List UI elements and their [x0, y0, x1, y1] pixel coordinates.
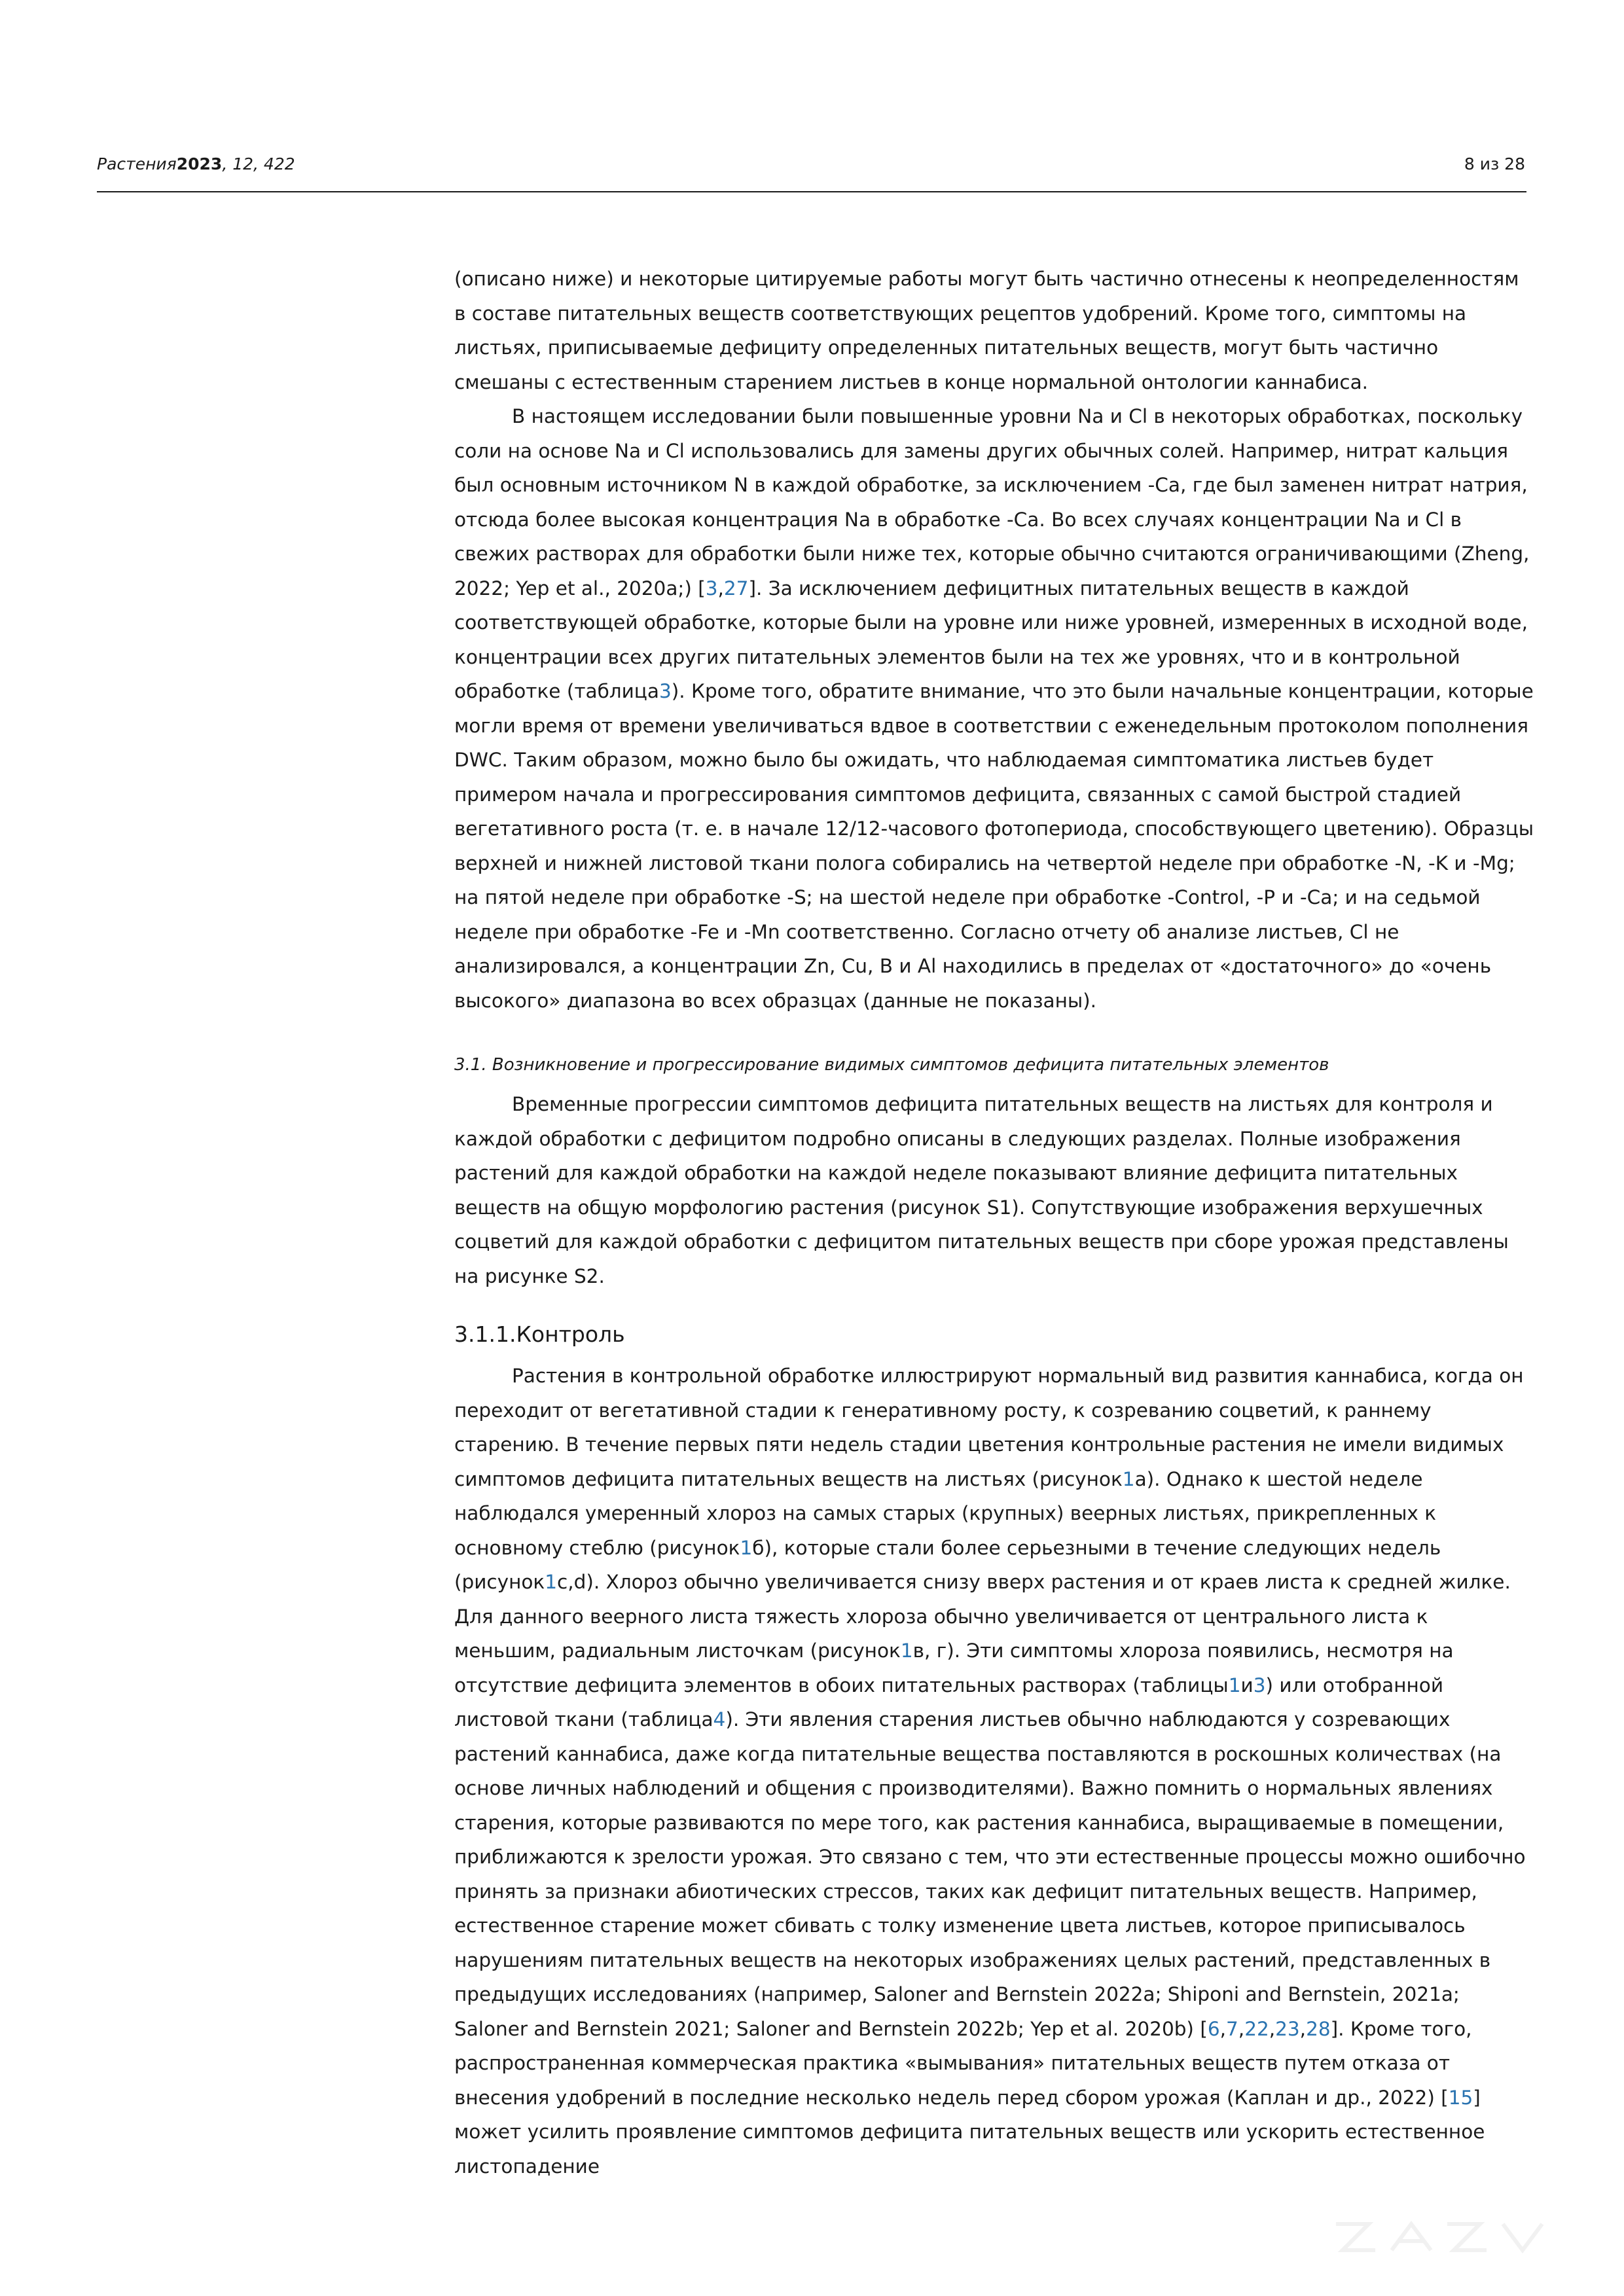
table-link[interactable]: 4 — [713, 1708, 726, 1731]
page-header — [97, 154, 1525, 181]
table-link[interactable]: 1 — [1228, 1674, 1241, 1696]
citation-link[interactable]: 27 — [723, 577, 749, 600]
citation-link[interactable]: 6 — [1207, 2017, 1220, 2040]
journal-citation: Растения2023, 12, 422 — [97, 154, 295, 173]
table-link[interactable]: 3 — [659, 680, 672, 702]
figure-link[interactable]: 1 — [1122, 1467, 1135, 1490]
journal-name: Растения — [97, 154, 177, 173]
section-heading-3-1-1: 3.1.1.Контроль — [454, 1321, 625, 1347]
paragraph-progression: Временные прогрессии симптомов дефицита питательных веществ на листьях для контроля и каждой обработки с дефицитом подробно описаны в следующих разделах. Полные изображения растений для каждой обработки на каждой неделе показывают влияние дефицита питательных веществ на общую морфологию растения (рисунок S1). Сопутствующие изображения верхушечных соцветий для каждой обработки с дефицитом питательных веществ при сборе урожая представлены на рисунке S2. — [454, 1093, 1509, 1287]
page-number: 8 из 28 — [1464, 154, 1525, 173]
citation-link[interactable]: 7 — [1226, 2017, 1238, 2040]
paragraph-sodium-chloride: В настоящем исследовании были повышенные уровни Na и Cl в некоторых обработках, поскольку соли на основе Na и Cl использовались для замены других обычных солей. Например, нитрат кальция был основным источником N в каждой обработке, за исключением -Ca, где был заменен нитрат натрия, отсюда более высокая концентрация Na в обработке -Ca. Во всех случаях концентрации Na и Cl в свежих растворах для обработки были ниже тех, которые обычно считаются ограничивающими (Zheng, 2022; Yep et al., 2020a;) [3,27]. За исключением дефицитных питательных веществ в каждой соответствующей обработке, которые были на уровне или ниже уровней, измеренных в исходной воде, концентрации всех других питательных элементов были на тех же уровнях, что и в контрольной обработке (таблица3). Кроме того, обратите внимание, что это были начальные концентрации, которые могли время от времени увеличиваться вдвое в соответствии с еженедельным протоколом пополнения DWC. Таким образом, можно было бы ожидать, что наблюдаемая симптоматика листьев будет примером начала и прогрессирования симптомов дефицита, связанных с самой быстрой стадией вегетативного роста (т. е. в начале 12/12-часового фотопериода, способствующего цветению). Образцы верхней и нижней листовой ткани полога собирались на четвертой неделе при обработке -N, -K и -Mg; на пятой неделе при обработке -S; на шестой неделе при обработке -Control, -P и -Ca; и на седьмой неделе при обработке -Fe и -Mn соответственно. Согласно отчету об анализе листьев, Cl не анализировался, а концентрации Zn, Cu, B и Al находились в пределах от «достаточного» до «очень высокого» диапазона во всех образцах (данные не показаны). — [454, 405, 1534, 1012]
figure-link[interactable]: 1 — [740, 1536, 753, 1559]
citation-link[interactable]: 23 — [1275, 2017, 1300, 2040]
figure-link[interactable]: 1 — [545, 1571, 558, 1593]
citation-link[interactable]: 15 — [1448, 2086, 1473, 2109]
figure-link[interactable]: 1 — [900, 1640, 913, 1662]
citation-link[interactable]: 3 — [705, 577, 718, 600]
watermark-icon — [1329, 2217, 1552, 2257]
section-heading-3-1: 3.1. Возникновение и прогрессирование видимых симптомов дефицита питательных элементов — [454, 1055, 1329, 1075]
header-rule — [97, 191, 1526, 192]
table-link[interactable]: 3 — [1253, 1674, 1266, 1696]
citation-link[interactable]: 22 — [1244, 2017, 1269, 2040]
main-text — [454, 262, 1534, 2183]
journal-volume: 12 — [232, 154, 254, 173]
journal-pages: , 422 — [253, 154, 295, 173]
journal-year: 2023 — [176, 154, 223, 173]
citation-link[interactable]: 28 — [1306, 2017, 1331, 2040]
paragraph-control: Растения в контрольной обработке иллюстрируют нормальный вид развития каннабиса, когда он переходит от вегетативной стадии к генеративному росту, к созреванию соцветий, к раннему старению. В течение первых пяти недель стадии цветения контрольные растения не имели видимых симптомов дефицита питательных веществ на листьях (рисунок1а). Однако к шестой неделе наблюдался умеренный хлороз на самых старых (крупных) веерных листьях, прикрепленных к основному стеблю (рисунок1б), которые стали более серьезными в течение следующих недель (рисунок1c,d). Хлороз обычно увеличивается снизу вверх растения и от краев листа к средней жилке. Для данного веерного листа тяжесть хлороза обычно увеличивается от центрального листа к меньшим, радиальным листочкам (рисунок1в, г). Эти симптомы хлороза появились, несмотря на отсутствие дефицита элементов в обоих питательных растворах (таблицы1и3) или отобранной листовой ткани (таблица4). Эти явления старения листьев обычно наблюдаются у созревающих растений каннабиса, даже когда питательные вещества поставляются в роскошных количествах (на основе личных наблюдений и общения с производителями). Важно помнить о нормальных явлениях старения, которые развиваются по мере того, как растения каннабиса, выращиваемые в помещении, приближаются к зрелости урожая. Это связано с тем, что эти естественные процессы можно ошибочно принять за признаки абиотических стрессов, таких как дефицит питательных веществ. Например, естественное старение может сбивать с толку изменение цвета листьев, которое приписывалось нарушениям питательных веществ на некоторых изображениях целых растений, представленных в предыдущих исследованиях (например, Saloner and Bernstein 2022a; Shiponi and Bernstein, 2021a; Saloner and Bernstein 2021; Saloner and Bernstein 2022b; Yep et al. 2020b) [6,7,22,23,28]. Кроме того, распространенная коммерческая практика «вымывания» питательных веществ путем отказа от внесения удобрений в последние несколько недель перед сбором урожая (Каплан и др., 2022) [15] может усилить проявление симптомов дефицита питательных веществ или ускорить естественное листопадение — [454, 1365, 1526, 2178]
paragraph-intro: (описано ниже) и некоторые цитируемые работы могут быть частично отнесены к неопределенностям в составе питательных веществ соответствующих рецептов удобрений. Кроме того, симптомы на листьях, приписываемые дефициту определенных питательных веществ, могут быть частично смешаны с естественным старением листьев в конце нормальной онтологии каннабиса. — [454, 268, 1519, 393]
